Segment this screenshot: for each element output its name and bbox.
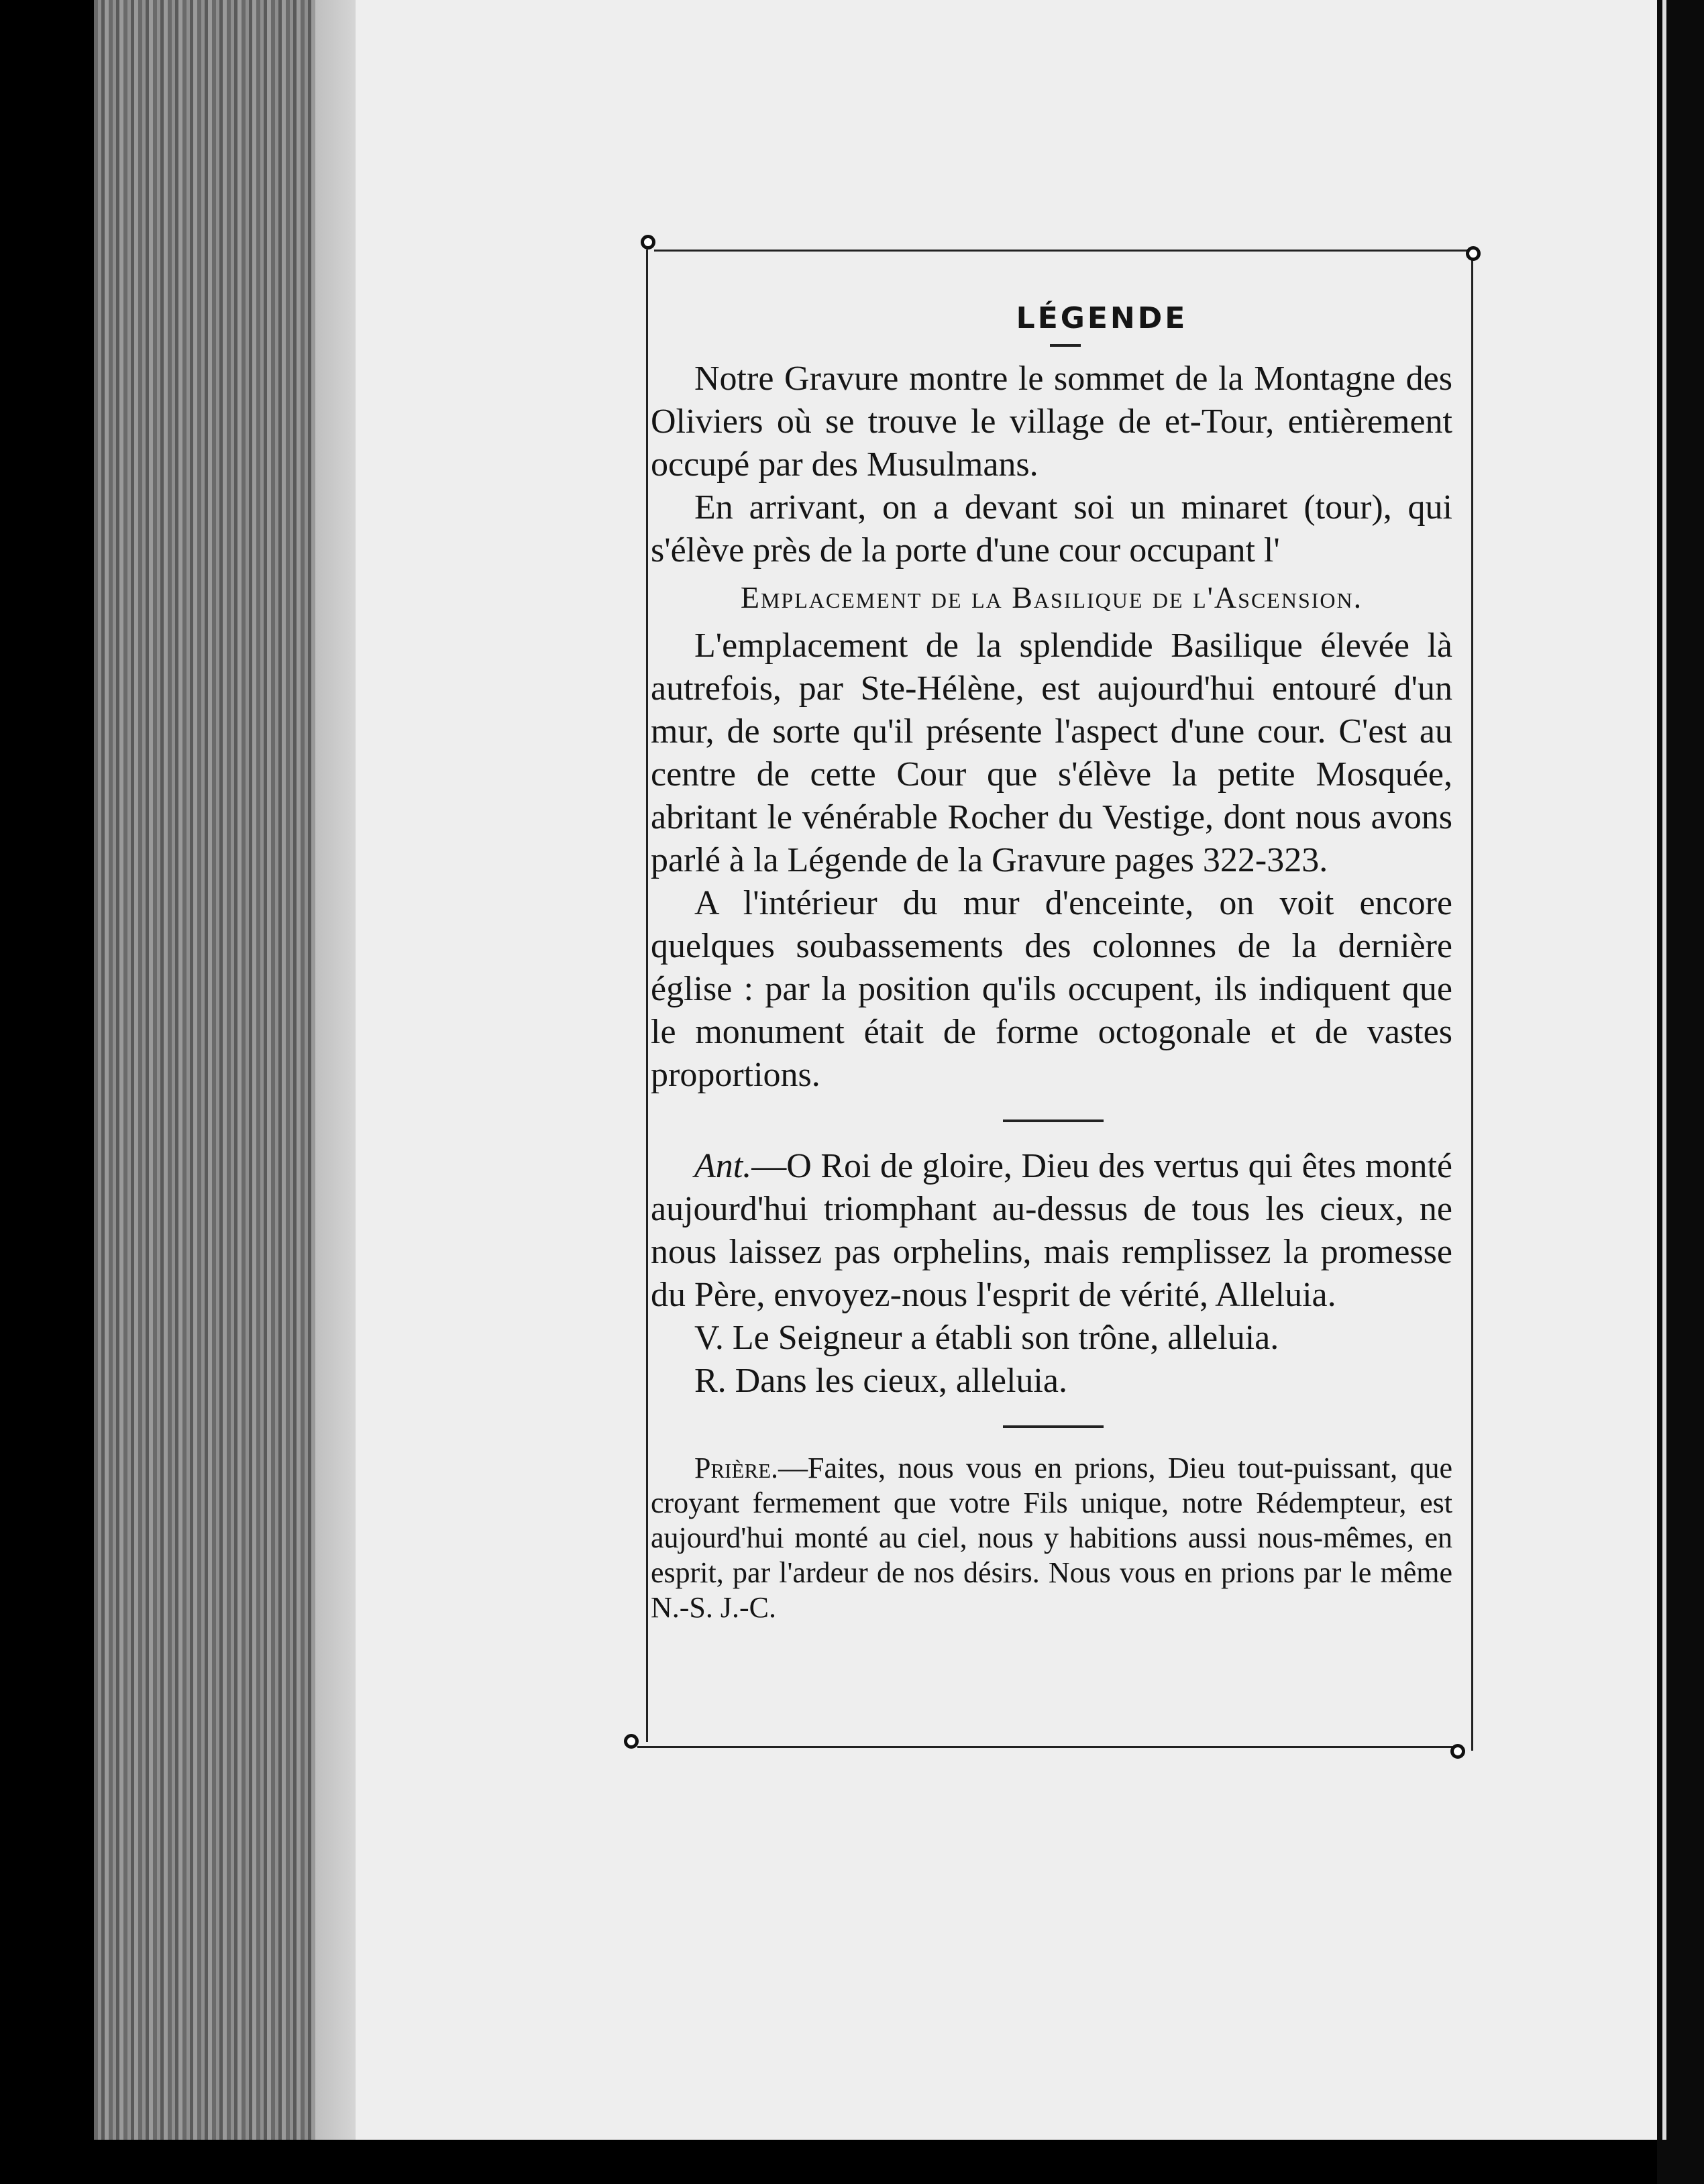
antienne-text: —O Roi de gloire, Dieu des vertus qui êtes monté aujourd'hui triomphant au-dessus de tous les cieux, ne nous laissez pas orphelins, mais remplissez la promesse du Père, envoyez-nous l'esprit de vérité, Alleluia. bbox=[651, 1147, 1452, 1314]
frame-corner-ornament bbox=[1466, 246, 1481, 261]
legend-text-block bbox=[651, 298, 1452, 1625]
priere-text: —Faites, nous vous en prions, Dieu tout-puissant, que croyant fermement que votre Fils unique, notre Rédempteur, est aujourd'hui monté au ciel, nous y habitions aussi nous-mêmes, en esprit, par l'ardeur de nos désirs. Nous vous en prions par le même N.-S. J.-C. bbox=[651, 1452, 1452, 1624]
title-dash bbox=[1050, 344, 1081, 347]
antienne-label: Ant. bbox=[694, 1147, 752, 1185]
paragraph-1: Notre Gravure montre le sommet de la Montagne des Oliviers où se trouve le village de et-Tour, entièrement occupé par des Musulmans. bbox=[651, 360, 1452, 484]
frame-corner-ornament bbox=[641, 235, 655, 250]
paragraph-3: L'emplacement de la splendide Basilique élevée là autrefois, par Ste-Hélène, est aujourd'hui entouré d'un mur, de sorte qu'il présente l'aspect d'une cour. C'est au centre de cette Cour que s'élève la petite Mosquée, abritant le vénérable Rocher du Vestige, dont nous avons parlé à la Légende de la Gravure pages 322-323. bbox=[651, 626, 1452, 879]
response: R. Dans les cieux, alleluia. bbox=[694, 1362, 1067, 1400]
next-page-edge bbox=[1662, 0, 1666, 2140]
frame-corner-ornament bbox=[624, 1734, 639, 1749]
frame-left-line bbox=[646, 250, 648, 1742]
frame-top-line bbox=[654, 250, 1476, 252]
section-heading: Emplacement de la Basilique de l'Ascension. bbox=[740, 580, 1363, 614]
frame-corner-ornament bbox=[1450, 1744, 1465, 1759]
frame-bottom-line bbox=[637, 1746, 1459, 1748]
section-rule bbox=[1003, 1120, 1104, 1122]
legend-title: LÉGENDE bbox=[1016, 301, 1188, 335]
antienne-paragraph bbox=[651, 1145, 1452, 1317]
paragraph-4: A l'intérieur du mur d'enceinte, on voit encore quelques soubassements des colonnes de la dernière église : par la position qu'ils occupent, ils indiquent que le monument était de forme octogonale et de vastes proportions. bbox=[651, 884, 1452, 1094]
section-rule bbox=[1003, 1425, 1104, 1428]
paragraph-2: En arrivant, on a devant soi un minaret (tour), qui s'élève près de la porte d'une cour occupant l' bbox=[651, 488, 1452, 569]
frame-right-line bbox=[1471, 258, 1473, 1751]
priere-label: Prière. bbox=[694, 1452, 779, 1484]
versicle: V. Le Seigneur a établi son trône, alleluia. bbox=[694, 1319, 1279, 1357]
priere-paragraph bbox=[651, 1451, 1452, 1625]
